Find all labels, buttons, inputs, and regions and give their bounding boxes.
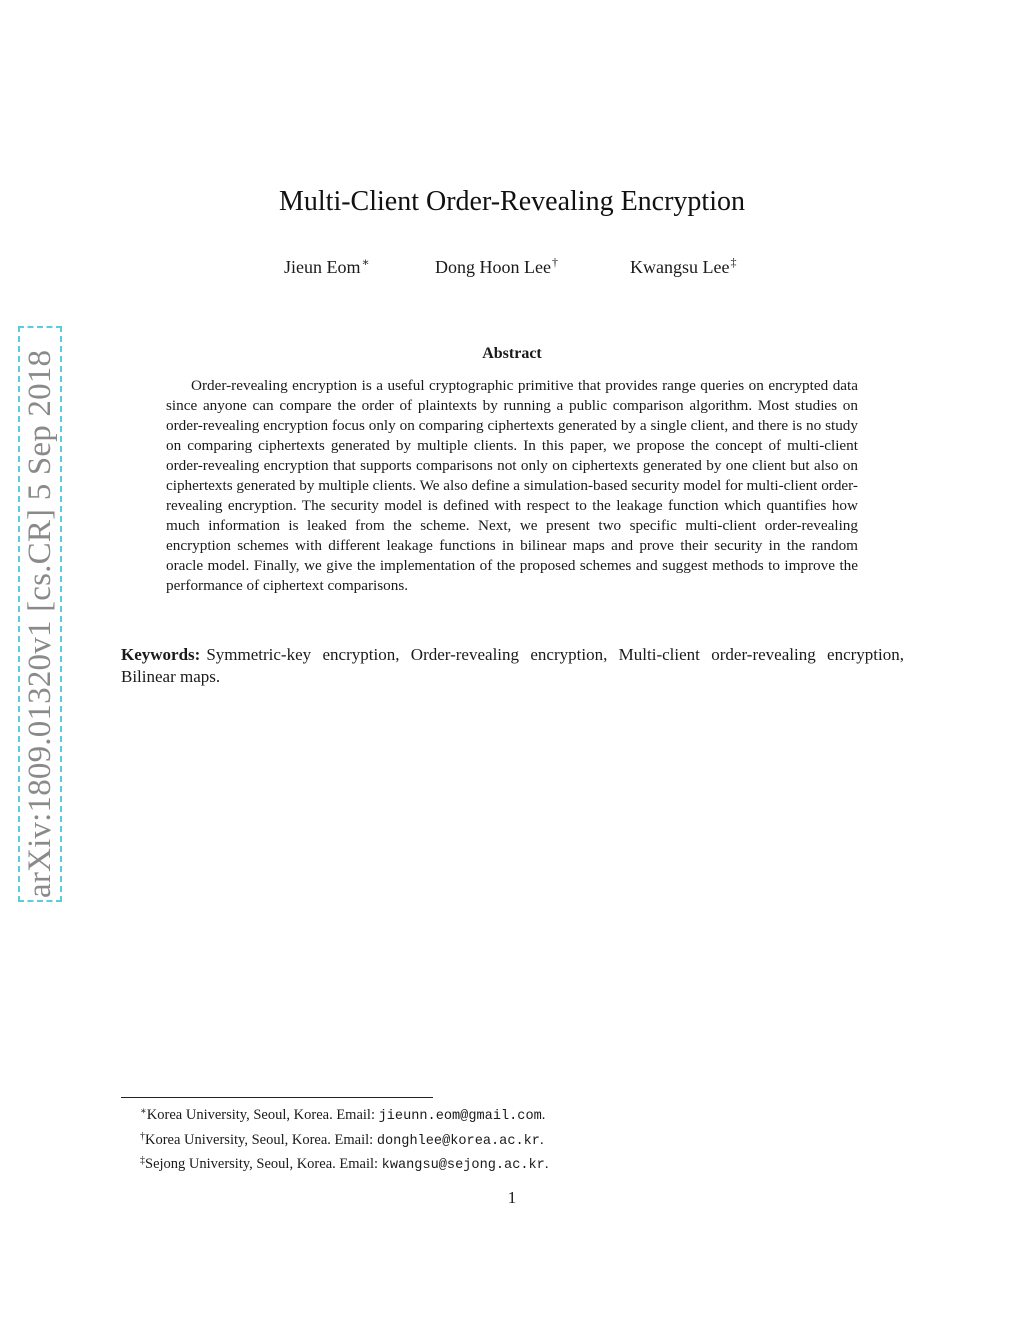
author-name-text: Jieun Eom [284,257,361,277]
footnote-mark: ∗ [140,1106,147,1117]
footnote-affiliation: Korea University, Seoul, Korea. Email: [145,1131,377,1148]
footnote-email-link[interactable]: donghlee@korea.ac.kr [376,1133,540,1149]
author-name-text: Kwangsu Lee [630,257,730,277]
footnote-mark: † [140,1130,145,1142]
footnote-affiliation: Korea University, Seoul, Korea. Email: [146,1107,379,1123]
author-name [435,255,558,278]
author-footnote-mark: ‡ [730,255,737,269]
footnote-email-link[interactable]: kwangsu@sejong.ac.kr [381,1158,545,1173]
author-footnote-mark: ∗ [361,255,370,269]
page-number: 1 [507,1188,517,1207]
abstract-body: Order-revealing encryption is a useful cryptographic primitive that provides range queries on encrypted data since anyone can compare the order of plaintexts by running a public comparison algorithm. Most studies on order-revealing encryption focus only on comparing ciphertexts generated by a single client, and there is no study on comparing ciphertexts generated by multiple clients. In this paper, we propose the concept of multi-client order-revealing encryption that supports comparisons not only on ciphertexts generated by one client but also on ciphertexts generated by multiple clients. We also define a simulation-based security model for multi-client order-revealing encryption. The security model is defined with respect to the leakage function which quantifies how much information is leaked from the scheme. Next, we present two specific multi-client order-revealing encryption schemes with different leakage functions in bilinear maps and prove their security in the random oracle model. Finally, we give the implementation of the proposed schemes and suggest methods to improve the performance of ciphertext comparisons. [166,377,858,594]
footnote-divider [121,1097,433,1098]
paper-title: Multi-Client Order-Revealing Encryption [279,186,745,217]
keywords-label: Keywords: [121,645,201,664]
footnotes [140,1102,900,1176]
footnote-end: . [544,1156,549,1172]
footnote-affiliation: Sejong University, Seoul, Korea. Email: [145,1156,382,1172]
author-list [0,255,1024,285]
footnote [140,1102,900,1127]
author-name [630,255,736,278]
footnote [140,1151,900,1176]
author-name [284,255,370,278]
footnote [140,1127,900,1152]
arxiv-stamp-label: arXiv:1809.01320v1 [cs.CR] 5 Sep 2018 [22,349,58,898]
footnote-end: . [539,1131,544,1148]
abstract-heading: Abstract [482,345,542,362]
footnote-mark: ‡ [140,1155,145,1166]
author-name-text: Dong Hoon Lee [435,257,551,277]
author-footnote-mark: † [551,255,558,269]
keywords-section [121,644,904,688]
footnote-end: . [541,1107,546,1123]
footnote-email-link[interactable]: jieunn.eom@gmail.com [378,1109,542,1124]
keywords-text: Symmetric-key encryption, Order-revealing encryption, Multi-client order-revealing encryption, Bilinear maps. [121,645,904,686]
